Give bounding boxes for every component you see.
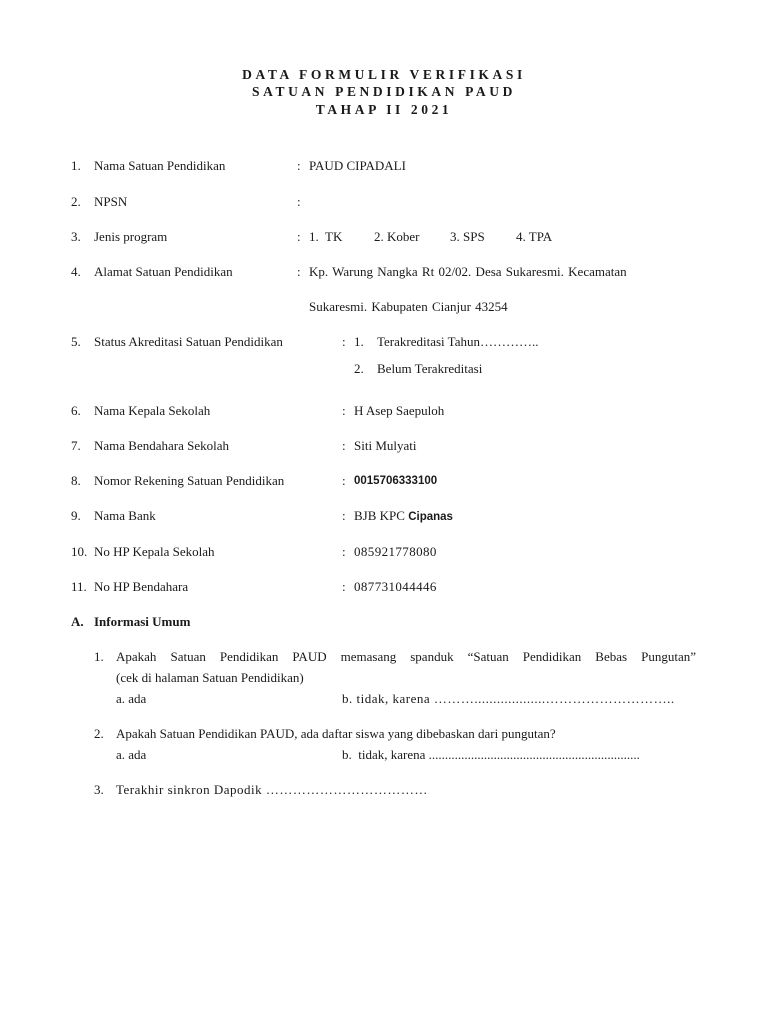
field-number: 1. [71,158,81,173]
field-row-nama-satuan [0,157,768,175]
form-title-line-3: TAHAP II 2021 [315,102,453,117]
field-value: Kp. Warung Nangka Rt 02/02. Desa Sukaresmi. Kecamatan [309,264,627,279]
field-colon: : [342,579,346,594]
field-label: Nomor Rekening Satuan Pendidikan [94,473,285,488]
question-text-continued: (cek di halaman Satuan Pendidikan) [116,670,304,685]
field-row-hp-kepala [0,543,768,561]
field-number: 6. [71,403,81,418]
question-2-options [0,746,768,764]
field-value: PAUD CIPADALI [309,158,406,173]
program-option-kober: 2. Kober [374,229,420,244]
field-row-hp-bendahara [0,578,768,596]
question-text: Apakah Satuan Pendidikan PAUD, ada daftar siswa yang dibebaskan dari pungutan? [116,726,556,741]
field-number: 5. [71,334,81,349]
question-number: 3. [94,782,104,797]
form-title-line-2: SATUAN PENDIDIKAN PAUD [252,84,516,99]
field-colon: : [297,194,301,209]
field-value: 085921778080 [354,544,437,559]
question-3 [0,781,768,799]
field-number: 9. [71,508,81,523]
field-row-alamat [0,263,768,281]
field-label: Alamat Satuan Pendidikan [94,264,233,279]
bank-branch: Cipanas [408,511,453,523]
akreditasi-option-number: 2. [354,361,364,376]
field-label: Nama Kepala Sekolah [94,403,211,418]
field-label: Status Akreditasi Satuan Pendidikan [94,334,283,349]
field-colon: : [297,158,301,173]
section-letter: A. [71,614,84,629]
field-number: 4. [71,264,81,279]
field-row-kepala-sekolah [0,402,768,420]
field-colon: : [342,403,346,418]
field-row-akreditasi [0,333,768,351]
field-row-akreditasi-opt2 [0,360,768,378]
field-colon: : [342,508,346,523]
question-2 [0,725,768,743]
field-number: 10. [71,544,88,559]
field-colon: : [342,438,346,453]
field-colon: : [342,334,346,349]
field-label: Nama Bendahara Sekolah [94,438,230,453]
question-1 [0,648,768,666]
answer-option-b: b. tidak, karena ………...................……………………….. [342,691,675,706]
field-value: H Asep Saepuloh [354,403,445,418]
field-colon: : [297,229,301,244]
field-row-jenis-program [0,228,768,246]
question-text: Terakhir sinkron Dapodik ……………………………… [116,782,428,797]
field-value: 087731044446 [354,579,437,594]
field-label: No HP Kepala Sekolah [94,544,215,559]
akreditasi-option-terakreditasi: Terakreditasi Tahun………….. [377,334,539,349]
section-heading [0,613,768,631]
question-number: 2. [94,726,104,741]
answer-option-a: a. ada [116,747,147,762]
field-value: Siti Mulyati [354,438,417,453]
field-number: 2. [71,194,81,209]
program-option-tpa: 4. TPA [516,229,553,244]
field-label: Nama Bank [94,508,156,523]
bank-name: BJB KPC [354,508,409,523]
field-value: 0015706333100 [354,475,438,487]
question-1-cont [0,669,768,687]
question-number: 1. [94,649,104,664]
field-number: 11. [71,579,87,594]
question-1-options [0,690,768,708]
field-label: Jenis program [94,229,168,244]
field-row-nama-bank [0,507,768,525]
field-number: 3. [71,229,81,244]
form-title-line-1: DATA FORMULIR VERIFIKASI [242,67,526,82]
section-title: Informasi Umum [94,614,191,629]
field-label: Nama Satuan Pendidikan [94,158,226,173]
question-text: Apakah Satuan Pendidikan PAUD memasang spanduk “Satuan Pendidikan Bebas Pungutan” [116,649,696,664]
field-colon: : [342,473,346,488]
field-row-bendahara [0,437,768,455]
field-colon: : [297,264,301,279]
program-option-tk: 1. TK [309,229,343,244]
field-label: No HP Bendahara [94,579,189,594]
field-label: NPSN [94,194,128,209]
field-number: 8. [71,473,81,488]
field-row-npsn [0,193,768,211]
answer-option-a: a. ada [116,691,147,706]
akreditasi-option-number: 1. [354,334,364,349]
field-colon: : [342,544,346,559]
field-row-rekening [0,472,768,490]
akreditasi-option-belum: Belum Terakreditasi [377,361,483,376]
answer-option-b: b. tidak, karena ................................................................. [342,747,640,762]
field-row-alamat-cont [0,298,768,316]
field-number: 7. [71,438,81,453]
program-option-sps: 3. SPS [450,229,485,244]
field-value-continued: Sukaresmi. Kabupaten Cianjur 43254 [309,299,508,314]
field-value [354,507,453,526]
